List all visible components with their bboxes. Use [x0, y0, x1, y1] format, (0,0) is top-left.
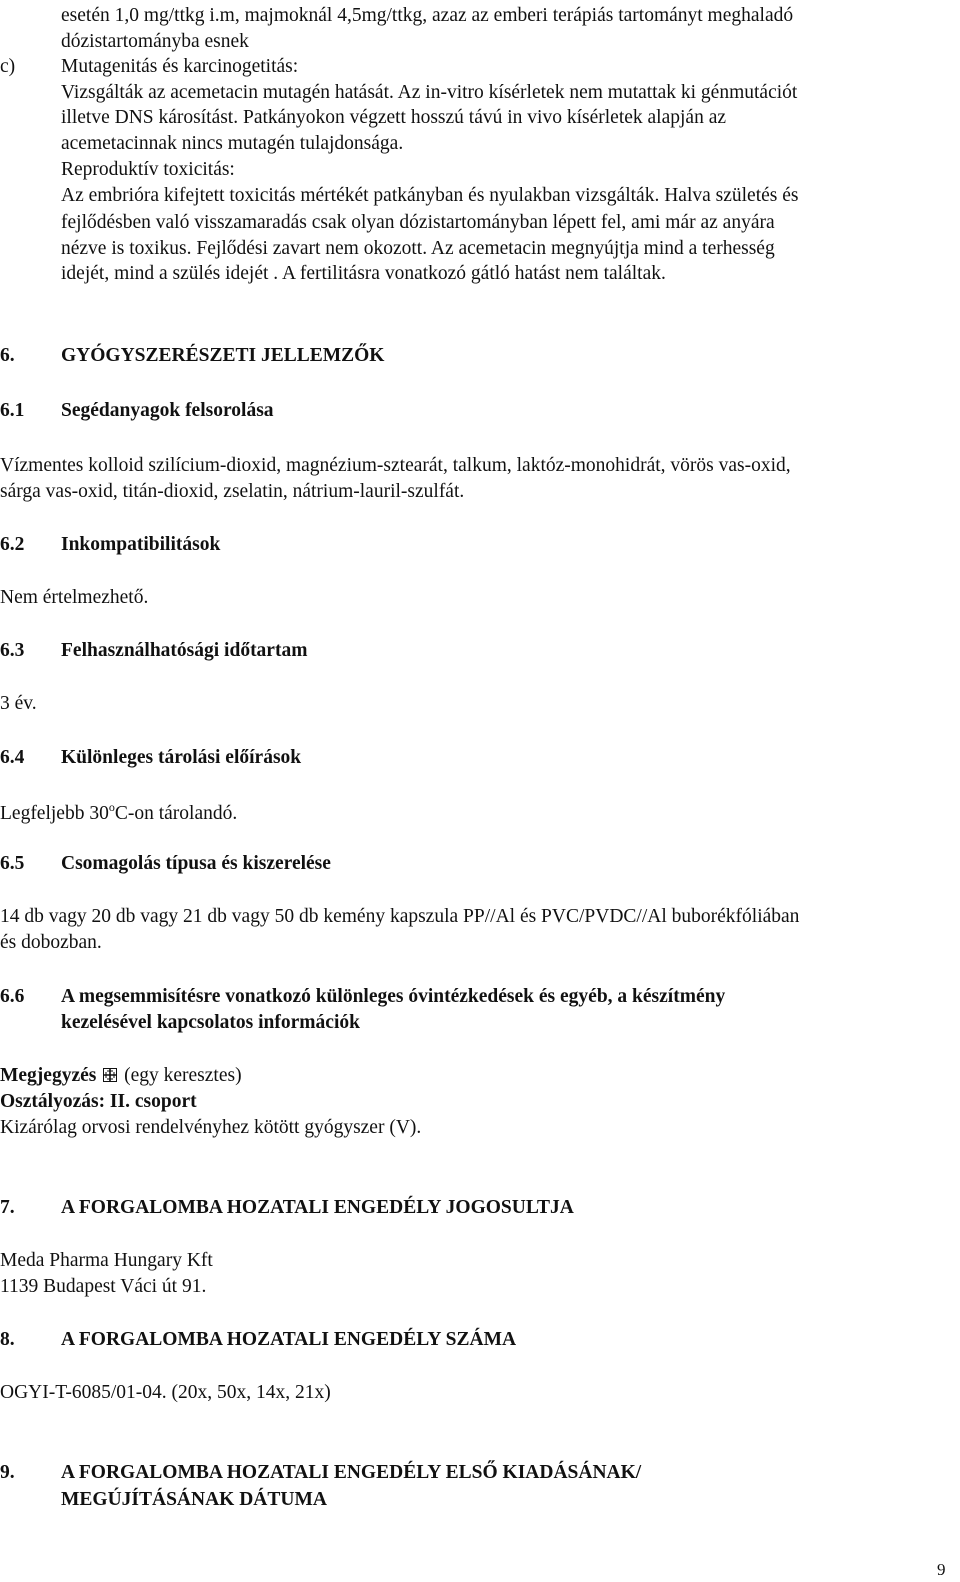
note-cross-text: (egy keresztes): [124, 1065, 242, 1086]
packaging-line-1: 14 db vagy 20 db vagy 21 db vagy 50 db kemény kapszula PP//Al és PVC/PVDC//Al buborékfóliában: [0, 906, 800, 927]
section-6-2-number: 6.2: [0, 534, 25, 555]
prescription-text: Kizárólag orvosi rendelvényhez kötött gyógyszer (V).: [0, 1117, 422, 1138]
section-6-6-title-line-2: kezelésével kapcsolatos információk: [61, 1012, 360, 1033]
note-label: Megjegyzés: [0, 1065, 97, 1086]
section-6-2-title: Inkompatibilitások: [61, 534, 221, 555]
section-6-1-title: Segédanyagok felsorolása: [61, 400, 274, 421]
reproductive-line-3: nézve is toxikus. Fejlődési zavart nem okozott. Az acemetacin megnyújtja mind a terhesség: [61, 238, 775, 259]
mutagenicity-line-2: illetve DNS károsítást. Patkányokon végzett hosszú távú in vivo kísérletek alapján az: [61, 107, 726, 128]
section-6-4-title: Különleges tárolási előírások: [61, 747, 302, 768]
note-line: [0, 1066, 242, 1086]
classification-text: Osztályozás: II. csoport: [0, 1091, 197, 1112]
shelf-life-text: 3 év.: [0, 693, 37, 714]
section-9-number: 9.: [0, 1462, 15, 1483]
section-6-1-number: 6.1: [0, 400, 25, 421]
section-6-3-title: Felhasználhatósági időtartam: [61, 640, 308, 661]
reproductive-heading: Reproduktív toxicitás:: [61, 159, 235, 180]
authorisation-number: OGYI-T-6085/01-04. (20x, 50x, 14x, 21x): [0, 1382, 331, 1403]
section-6-number: 6.: [0, 345, 15, 366]
holder-address: 1139 Budapest Váci út 91.: [0, 1276, 207, 1297]
cross-icon: [103, 1068, 117, 1082]
section-6-5-title: Csomagolás típusa és kiszerelése: [61, 853, 331, 874]
list-marker-c: c): [0, 56, 16, 77]
reproductive-line-2: fejlődésben való visszamaradás csak olyan dózistartományban lépett fel, ami már az anyára: [61, 212, 775, 233]
section-9-title-line-2: MEGÚJÍTÁSÁNAK DÁTUMA: [61, 1489, 327, 1510]
mutagenicity-heading: Mutagenitás és karcinogetitás:: [61, 56, 299, 77]
section-6-6-number: 6.6: [0, 986, 25, 1007]
section-9-title-line-1: A FORGALOMBA HOZATALI ENGEDÉLY ELSŐ KIADÁSÁNAK/: [61, 1462, 642, 1483]
holder-name: Meda Pharma Hungary Kft: [0, 1250, 213, 1271]
section-7-number: 7.: [0, 1197, 15, 1218]
reproductive-line-1: Az embrióra kifejtett toxicitás mértékét patkányban és nyulakban vizsgálták. Halva születés és: [61, 185, 799, 206]
excipients-line-2: sárga vas-oxid, titán-dioxid, zselatin, nátrium-lauril-szulfát.: [0, 481, 465, 502]
excipients-line-1: Vízmentes kolloid szilícium-dioxid, magnézium-sztearát, talkum, laktóz-monohidrát, vörös vas-oxid,: [0, 455, 791, 476]
storage-text-after: C-on tárolandó.: [114, 803, 238, 824]
mutagenicity-line-3: acemetacinnak nincs mutagén tulajdonsága.: [61, 133, 404, 154]
section-6-6-title-line-1: A megsemmisítésre vonatkozó különleges óvintézkedések és egyéb, a készítmény: [61, 986, 726, 1007]
page-number: 9: [937, 1560, 946, 1579]
storage-text-before: Legfeljebb 30: [0, 803, 109, 824]
storage-text: [0, 801, 237, 824]
incompatibilities-text: Nem értelmezhető.: [0, 587, 149, 608]
section-6-3-number: 6.3: [0, 640, 25, 661]
section-8-number: 8.: [0, 1329, 15, 1350]
degree-superscript: o: [108, 800, 115, 814]
section-6-title: GYÓGYSZERÉSZETI JELLEMZŐK: [61, 345, 385, 366]
packaging-line-2: és dobozban.: [0, 932, 102, 953]
section-7-title: A FORGALOMBA HOZATALI ENGEDÉLY JOGOSULTJA: [61, 1197, 574, 1218]
section-8-title: A FORGALOMBA HOZATALI ENGEDÉLY SZÁMA: [61, 1329, 517, 1350]
section-6-4-number: 6.4: [0, 747, 25, 768]
reproductive-line-4: idejét, mind a szülés idejét . A fertilitásra vonatkozó gátló hatást nem találtak.: [61, 263, 666, 284]
intro-line-1: esetén 1,0 mg/ttkg i.m, majmoknál 4,5mg/ttkg, azaz az emberi terápiás tartományt meghaladó: [61, 5, 794, 26]
intro-line-2: dózistartományba esnek: [61, 31, 249, 52]
mutagenicity-line-1: Vizsgálták az acemetacin mutagén hatását. Az in-vitro kísérletek nem mutattak ki génmutációt: [61, 82, 798, 103]
section-6-5-number: 6.5: [0, 853, 25, 874]
